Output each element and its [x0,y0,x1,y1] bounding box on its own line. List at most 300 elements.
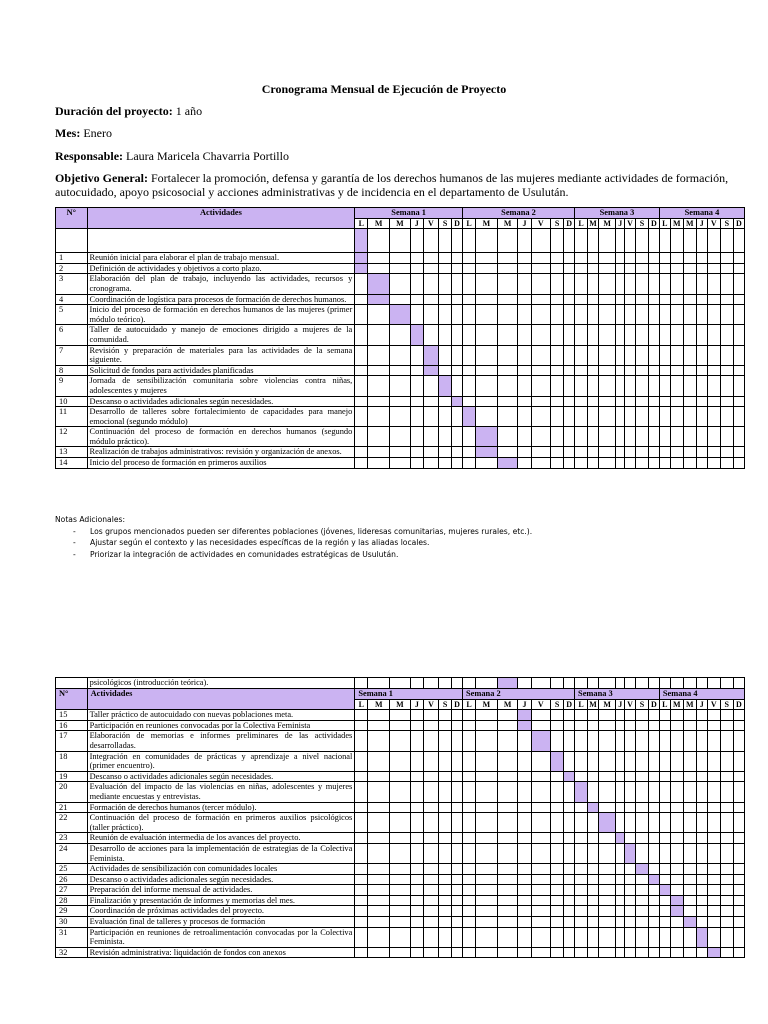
day-cell [648,376,659,396]
day-header-cell: M [589,218,597,228]
day-cell [588,263,599,274]
table-row [56,427,745,447]
day-cell [531,895,551,906]
day-cell [462,458,475,469]
day-header-cell: D [452,699,463,710]
empty-cell [410,229,423,253]
activity-description: Preparación del informe mensual de actividades. [87,885,355,896]
day-cell [452,895,463,906]
day-cell [625,917,636,928]
empty-cell [452,229,463,253]
day-cell [463,710,476,721]
day-cell [551,253,564,264]
day-cell [575,253,588,264]
day-cell [575,407,588,427]
day-cell [452,407,463,427]
day-cell [720,843,733,863]
day-cell [707,895,720,906]
day-cell [564,885,575,896]
table-row [56,396,745,407]
day-cell [598,720,615,731]
day-cell [616,885,625,896]
day-cell [531,447,551,458]
day-cell [518,843,531,863]
day-header-cell: S [720,699,733,710]
day-cell [659,731,670,751]
day-cell [410,396,423,407]
day-cell [497,885,518,896]
day-cell [497,906,518,917]
day-cell [410,782,423,802]
schedule-table-page-1 [55,207,745,469]
scheduled-day-cell [588,802,599,813]
day-cell [659,874,670,885]
day-cell [476,906,498,917]
table-row [56,376,745,396]
day-cell [588,843,599,863]
day-cell [707,263,720,274]
day-cell [648,710,659,721]
day-cell [720,813,733,833]
day-cell [355,294,368,305]
table-row [56,874,745,885]
day-cell [551,927,564,947]
day-cell [476,294,498,305]
day-cell [720,906,733,917]
day-cell [648,864,659,875]
day-cell [368,710,390,721]
scheduled-day-cell [616,833,625,844]
day-cell [670,710,683,721]
day-cell [518,802,531,813]
day-cell [659,917,670,928]
table-row [56,345,745,365]
day-cell [410,345,423,365]
day-cell [625,771,636,782]
table-row [56,885,745,896]
day-cell [616,294,625,305]
activity-description: Inicio del proceso de formación en derechos humanos de las mujeres (primer módulo teórico). [87,305,355,325]
day-cell [733,345,744,365]
day-cell [476,407,498,427]
day-header-cell: S [635,218,648,229]
day-cell [616,407,625,427]
day-cell [497,294,518,305]
day-cell [439,864,452,875]
empty-cell [497,229,518,253]
day-cell [452,274,463,294]
day-cell [564,376,575,396]
day-cell [575,874,588,885]
day-cell [476,710,498,721]
scheduled-day-cell [476,427,498,447]
day-cell [531,458,551,469]
table-row [56,771,745,782]
day-cell [625,447,636,458]
day-cell [497,376,518,396]
day-cell [598,802,615,813]
day-cell [588,874,599,885]
day-cell [355,874,368,885]
empty-cell [598,229,615,253]
day-cell [720,782,733,802]
day-cell [355,864,368,875]
day-cell [670,771,683,782]
day-cell [462,263,475,274]
day-cell [410,458,423,469]
day-header-cell: M [589,699,597,709]
day-cell [648,895,659,906]
empty-cell [720,229,733,253]
day-cell [598,885,615,896]
day-cell [368,376,390,396]
day-cell [531,427,551,447]
day-cell [476,771,498,782]
day-cell [575,731,588,751]
activity-description: Revisión administrativa: liquidación de fondos con anexos [87,947,355,958]
day-cell [423,927,438,947]
day-cell [476,376,498,396]
activity-number: 7 [56,345,88,365]
day-cell [497,447,518,458]
day-header-cell: J [696,699,707,710]
day-cell [707,782,720,802]
day-cell [670,731,683,751]
day-cell [476,345,498,365]
day-cell [575,813,588,833]
day-cell [518,376,531,396]
day-cell [390,874,411,885]
day-cell [476,895,498,906]
activity-number: 32 [56,947,88,958]
day-cell [355,376,368,396]
empty-cell [564,229,575,253]
day-cell [635,678,648,689]
day-cell [659,833,670,844]
day-cell [648,843,659,863]
day-cell [683,771,696,782]
day-cell [518,305,531,325]
week-1-header: Semana 1 [355,689,463,700]
day-cell [625,802,636,813]
day-cell [564,843,575,863]
day-cell [423,710,438,721]
day-cell [423,947,438,958]
day-cell [439,947,452,958]
day-cell [659,376,670,396]
day-cell [635,396,648,407]
day-cell [368,833,390,844]
table-row [56,751,745,771]
day-header-cell: D [452,218,463,229]
day-cell [551,813,564,833]
day-cell [616,376,625,396]
day-cell [355,782,368,802]
day-cell [531,365,551,376]
day-cell [707,294,720,305]
activity-description: Taller de autocuidado y manejo de emociones dirigido a mujeres de la comunidad. [87,325,355,345]
table-row [56,325,745,345]
day-cell [423,305,438,325]
day-cell [588,458,599,469]
day-cell [355,771,368,782]
day-cell [670,407,683,427]
day-cell [588,782,599,802]
activity-number: 10 [56,396,88,407]
day-cell [551,407,564,427]
day-cell [368,947,390,958]
activity-number: 16 [56,720,88,731]
day-cell [564,447,575,458]
activity-number: 28 [56,895,88,906]
day-cell [518,427,531,447]
day-cell [463,895,476,906]
day-cell [452,771,463,782]
day-cell [635,874,648,885]
day-cell [625,345,636,365]
empty-cell [696,229,707,253]
day-cell [551,427,564,447]
day-cell [355,274,368,294]
day-cell [588,447,599,458]
day-cell [670,813,683,833]
day-cell [635,813,648,833]
day-cell [733,864,744,875]
day-cell [368,917,390,928]
day-cell [648,274,659,294]
day-cell [598,325,615,345]
day-cell [368,458,390,469]
day-cell [588,274,599,294]
day-cell [368,325,390,345]
activity-description: Revisión y preparación de materiales para las actividades de la semana siguiente. [87,345,355,365]
day-cell [625,365,636,376]
day-cell [439,782,452,802]
activity-description: Reunión inicial para elaborar el plan de trabajo mensual. [87,253,355,264]
day-cell [355,345,368,365]
day-cell [696,917,707,928]
empty-cell [670,229,683,253]
day-cell [683,833,696,844]
day-cell [463,813,476,833]
day-cell [683,864,696,875]
day-cell [551,864,564,875]
day-cell [670,427,683,447]
note-bullet: - [73,526,76,536]
day-cell [423,274,438,294]
scheduled-day-cell [659,885,670,896]
day-header-cell: M [497,699,518,710]
day-cell [670,843,683,863]
empty-cell [462,229,475,253]
day-cell [707,407,720,427]
day-cell [476,874,498,885]
day-cell [635,263,648,274]
day-cell [355,917,368,928]
day-cell [462,427,475,447]
day-cell [463,947,476,958]
empty-cell [733,229,744,253]
day-cell [670,864,683,875]
day-cell [497,802,518,813]
day-cell [659,802,670,813]
scheduled-day-cell [648,874,659,885]
table-row [56,782,745,802]
day-cell [390,396,411,407]
day-cell [439,253,452,264]
empty-cell [390,229,411,253]
day-cell [598,782,615,802]
day-cell [476,947,498,958]
day-cell [531,833,551,844]
activity-number: 13 [56,447,88,458]
day-cell [720,294,733,305]
day-cell [564,731,575,751]
day-cell [696,365,707,376]
day-cell [439,927,452,947]
empty-cell [87,229,355,253]
day-cell [696,833,707,844]
day-cell [518,895,531,906]
day-cell [598,906,615,917]
day-cell [696,906,707,917]
day-cell [410,874,423,885]
day-cell [531,396,551,407]
day-cell [518,864,531,875]
day-cell [564,365,575,376]
day-cell [368,427,390,447]
day-cell [683,376,696,396]
day-cell [564,927,575,947]
day-cell [598,274,615,294]
day-cell [439,874,452,885]
day-cell [355,305,368,325]
day-header-cell: J [696,218,707,229]
day-cell [648,678,659,689]
day-cell [551,678,564,689]
day-cell [452,376,463,396]
activity-number: 1 [56,253,88,264]
day-cell [683,906,696,917]
day-cell [531,253,551,264]
day-cell [476,678,498,689]
note-item [55,526,745,538]
day-cell [720,458,733,469]
day-header-cell: V [707,218,720,229]
day-cell [368,874,390,885]
day-cell [410,447,423,458]
day-cell [625,407,636,427]
week-3-header: Semana 3 [575,689,660,700]
day-cell [683,782,696,802]
day-cell [588,833,599,844]
note-bullet: - [73,538,76,547]
day-cell [531,771,551,782]
day-cell [497,325,518,345]
day-cell [497,833,518,844]
day-cell [355,365,368,376]
day-cell [368,678,390,689]
day-cell [531,874,551,885]
day-cell [531,782,551,802]
day-cell [518,813,531,833]
col-num-header: N° [56,689,88,710]
day-cell [564,813,575,833]
day-cell [625,782,636,802]
day-cell [452,917,463,928]
day-header-cell: L [575,699,588,710]
scheduled-day-cell [355,263,368,274]
activity-description: Actividades de sensibilización con comunidades locales [87,864,355,875]
day-cell [368,407,390,427]
day-cell [551,458,564,469]
day-cell [575,895,588,906]
day-cell [625,720,636,731]
day-cell [355,720,368,731]
duration-value: 1 año [172,104,203,118]
table-row [56,731,745,751]
day-cell [390,947,411,958]
day-cell [439,294,452,305]
day-cell [659,678,670,689]
day-cell [598,427,615,447]
table-row [56,864,745,875]
day-cell [518,917,531,928]
activity-number: 6 [56,325,88,345]
table-row [56,917,745,928]
day-header-cell: L [659,218,670,229]
day-cell [733,253,744,264]
day-cell [531,407,551,427]
day-cell [575,305,588,325]
day-cell [683,458,696,469]
day-cell [598,263,615,274]
day-cell [476,731,498,751]
day-header-cell: V [423,218,438,229]
day-cell [531,345,551,365]
day-cell [390,906,411,917]
day-cell [497,253,518,264]
empty-cell [659,229,670,253]
day-cell [733,731,744,751]
day-header-cell: M [598,699,615,710]
day-cell [707,864,720,875]
day-cell [659,427,670,447]
day-cell [462,447,475,458]
responsible-value: Laura Maricela Chavarria Portillo [123,149,289,163]
day-cell [410,365,423,376]
day-cell [575,710,588,721]
day-header-cell: D [648,218,659,229]
day-cell [390,447,411,458]
day-cell [439,906,452,917]
day-cell [696,947,707,958]
day-cell [390,813,411,833]
scheduled-day-cell [625,843,636,863]
day-cell [476,305,498,325]
day-header-cell: V [707,699,720,710]
scheduled-day-cell [476,447,498,458]
day-cell [462,253,475,264]
empty-cell [551,229,564,253]
day-cell [707,274,720,294]
day-cell [463,843,476,863]
day-cell [588,294,599,305]
activity-number: 4 [56,294,88,305]
day-cell [564,325,575,345]
day-cell [707,678,720,689]
table-row [56,447,745,458]
